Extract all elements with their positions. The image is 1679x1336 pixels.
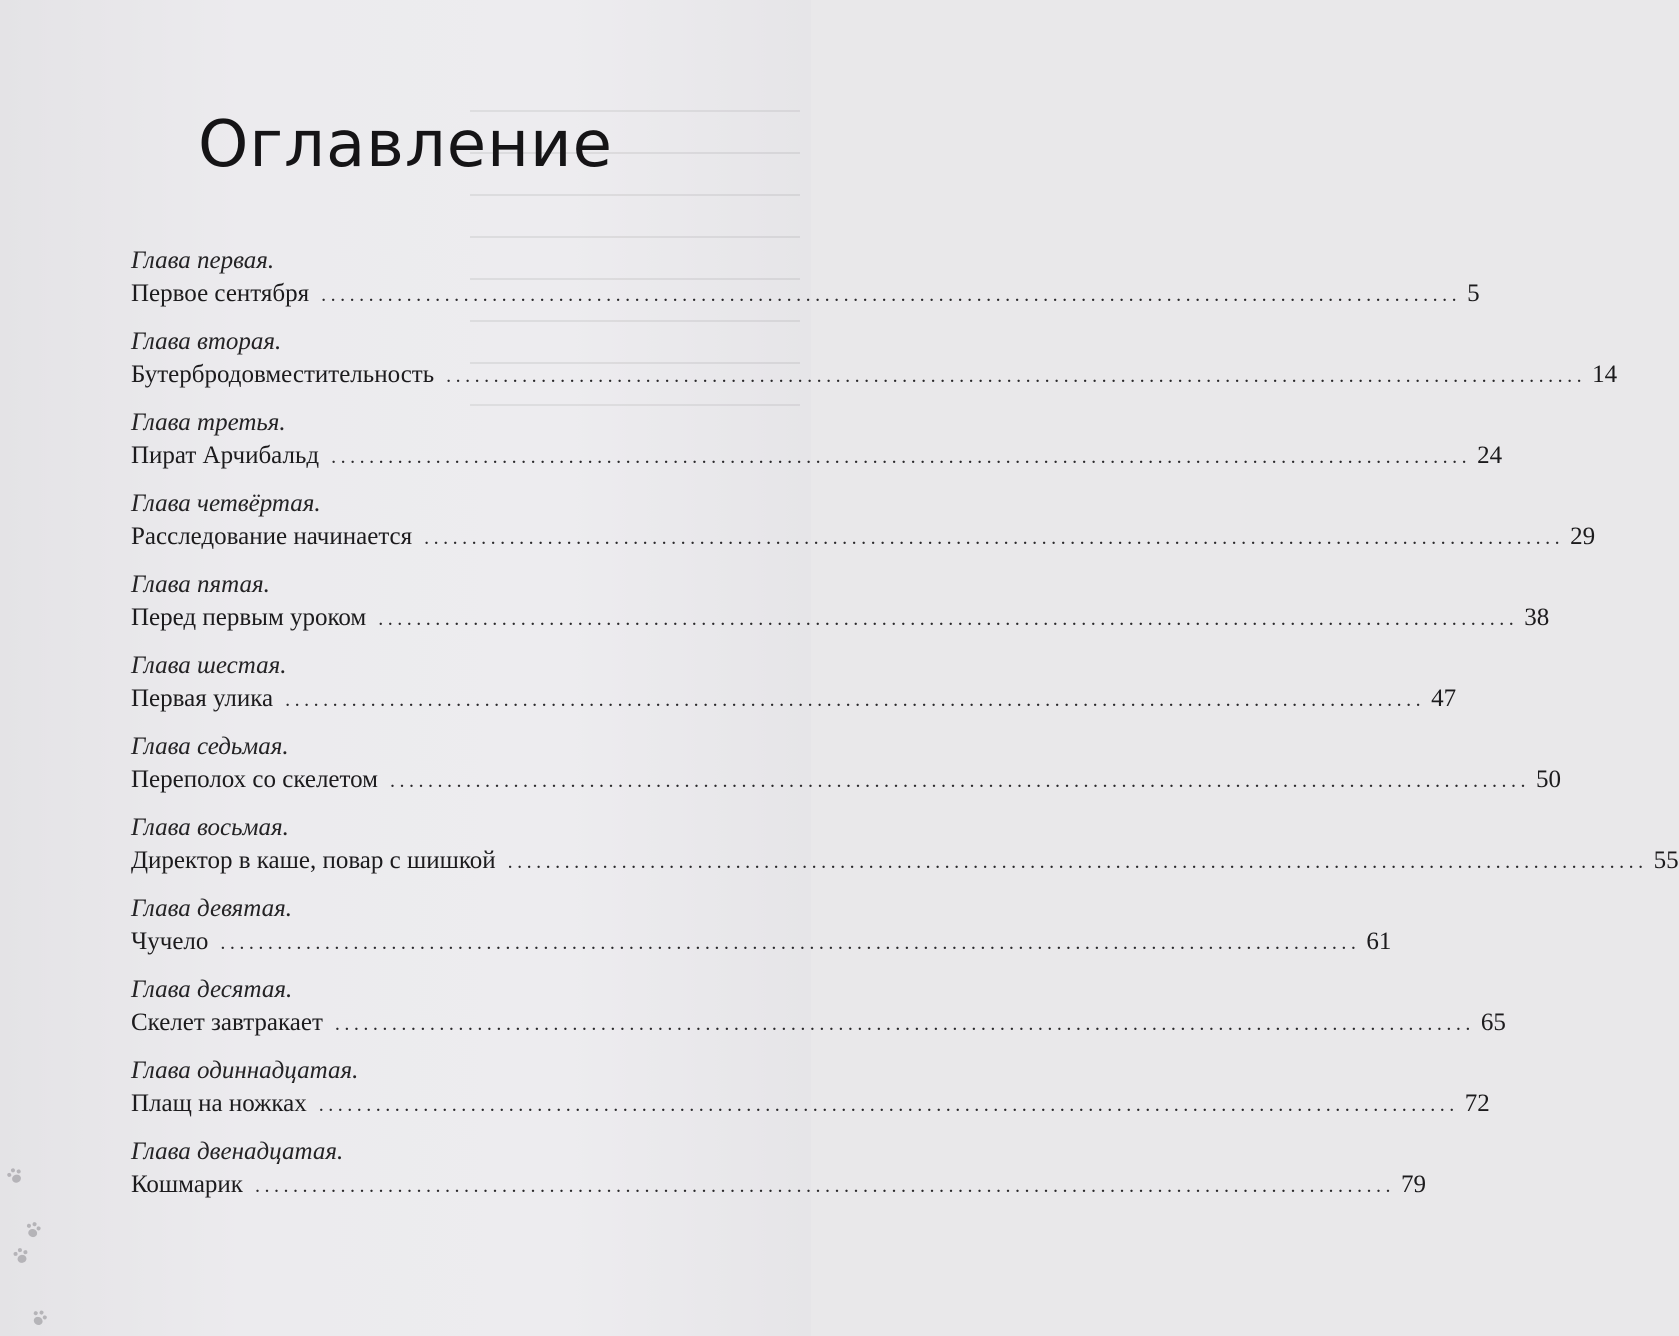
dot-leader: ........................................................................................................................ [331, 446, 1472, 468]
toc-line [131, 1086, 1490, 1122]
dot-leader: ........................................................................................................................ [446, 365, 1587, 387]
toc-line [131, 1005, 1506, 1041]
paw-print-icon [11, 1247, 32, 1266]
chapter-label: Глава десятая. [131, 976, 293, 1003]
chapter-title: Переполох со скелетом [131, 766, 378, 793]
table-of-contents [131, 246, 1679, 1218]
page-number: 24 [1477, 442, 1503, 469]
page-number: 79 [1400, 1171, 1426, 1198]
dot-leader: ........................................................................................................................ [389, 770, 1530, 792]
page-number: 72 [1464, 1090, 1490, 1117]
page-number: 50 [1535, 766, 1561, 793]
toc-line [131, 762, 1561, 798]
toc-line [131, 681, 1457, 717]
dot-leader: ........................................................................................................................ [424, 527, 1565, 549]
toc-line [131, 600, 1550, 636]
chapter-label: Глава шестая. [131, 652, 287, 679]
chapter-title: Чучело [131, 928, 209, 955]
chapter-label: Глава четвёртая. [131, 490, 321, 517]
chapter-title: Плащ на ножках [131, 1090, 307, 1117]
paw-print-icon [22, 1220, 44, 1240]
toc-entry [131, 894, 1392, 975]
chapter-title: Кошмарик [131, 1171, 243, 1198]
toc-line [131, 1167, 1426, 1203]
toc-entry [131, 570, 1550, 651]
toc-entry [131, 732, 1561, 813]
paw-print-icon [4, 1165, 26, 1186]
toc-line [131, 357, 1618, 393]
page-title: Оглавление [198, 108, 613, 182]
toc-line [131, 843, 1679, 879]
chapter-title: Первая улика [131, 685, 274, 712]
chapter-title: Перед первым уроком [131, 604, 367, 631]
page-number: 29 [1570, 523, 1596, 550]
chapter-label: Глава одиннадцатая. [131, 1057, 359, 1084]
page-number: 55 [1653, 847, 1679, 874]
toc-line [131, 438, 1503, 474]
chapter-title: Первое сентября [131, 280, 310, 307]
dot-leader: ........................................................................................................................ [334, 1013, 1475, 1035]
toc-entry [131, 489, 1596, 570]
toc-entry [131, 327, 1618, 408]
chapter-title: Пират Арчибальд [131, 442, 320, 469]
chapter-title: Бутербродовместительность [131, 361, 435, 388]
dot-leader: ........................................................................................................................ [321, 284, 1462, 306]
chapter-label: Глава пятая. [131, 571, 270, 598]
page-number: 14 [1592, 361, 1618, 388]
dot-leader: ........................................................................................................................ [285, 689, 1426, 711]
toc-entry [131, 1137, 1426, 1218]
page-number: 47 [1431, 685, 1457, 712]
chapter-title: Директор в каше, повар с шишкой [131, 847, 496, 874]
dot-leader: ........................................................................................................................ [318, 1094, 1459, 1116]
chapter-title: Скелет завтракает [131, 1009, 323, 1036]
dot-leader: ........................................................................................................................ [220, 932, 1361, 954]
dot-leader: ........................................................................................................................ [378, 608, 1519, 630]
toc-entry [131, 408, 1503, 489]
chapter-label: Глава седьмая. [131, 733, 289, 760]
toc-entry [131, 246, 1480, 327]
page-number: 65 [1480, 1009, 1506, 1036]
chapter-label: Глава третья. [131, 409, 286, 436]
toc-entry [131, 651, 1457, 732]
chapter-label: Глава двенадцатая. [131, 1138, 344, 1165]
dot-leader: ........................................................................................................................ [507, 851, 1648, 873]
toc-entry [131, 975, 1506, 1056]
dot-leader: ........................................................................................................................ [254, 1175, 1395, 1197]
toc-entry [131, 813, 1679, 894]
chapter-label: Глава девятая. [131, 895, 292, 922]
toc-line [131, 276, 1480, 312]
chapter-title: Расследование начинается [131, 523, 413, 550]
paw-print-icon [27, 1307, 50, 1329]
page-number: 5 [1467, 280, 1480, 307]
chapter-label: Глава первая. [131, 247, 275, 274]
toc-line [131, 924, 1392, 960]
chapter-label: Глава вторая. [131, 328, 282, 355]
page-number: 38 [1524, 604, 1550, 631]
chapter-label: Глава восьмая. [131, 814, 289, 841]
toc-line [131, 519, 1596, 555]
page-number: 61 [1366, 928, 1392, 955]
toc-entry [131, 1056, 1490, 1137]
